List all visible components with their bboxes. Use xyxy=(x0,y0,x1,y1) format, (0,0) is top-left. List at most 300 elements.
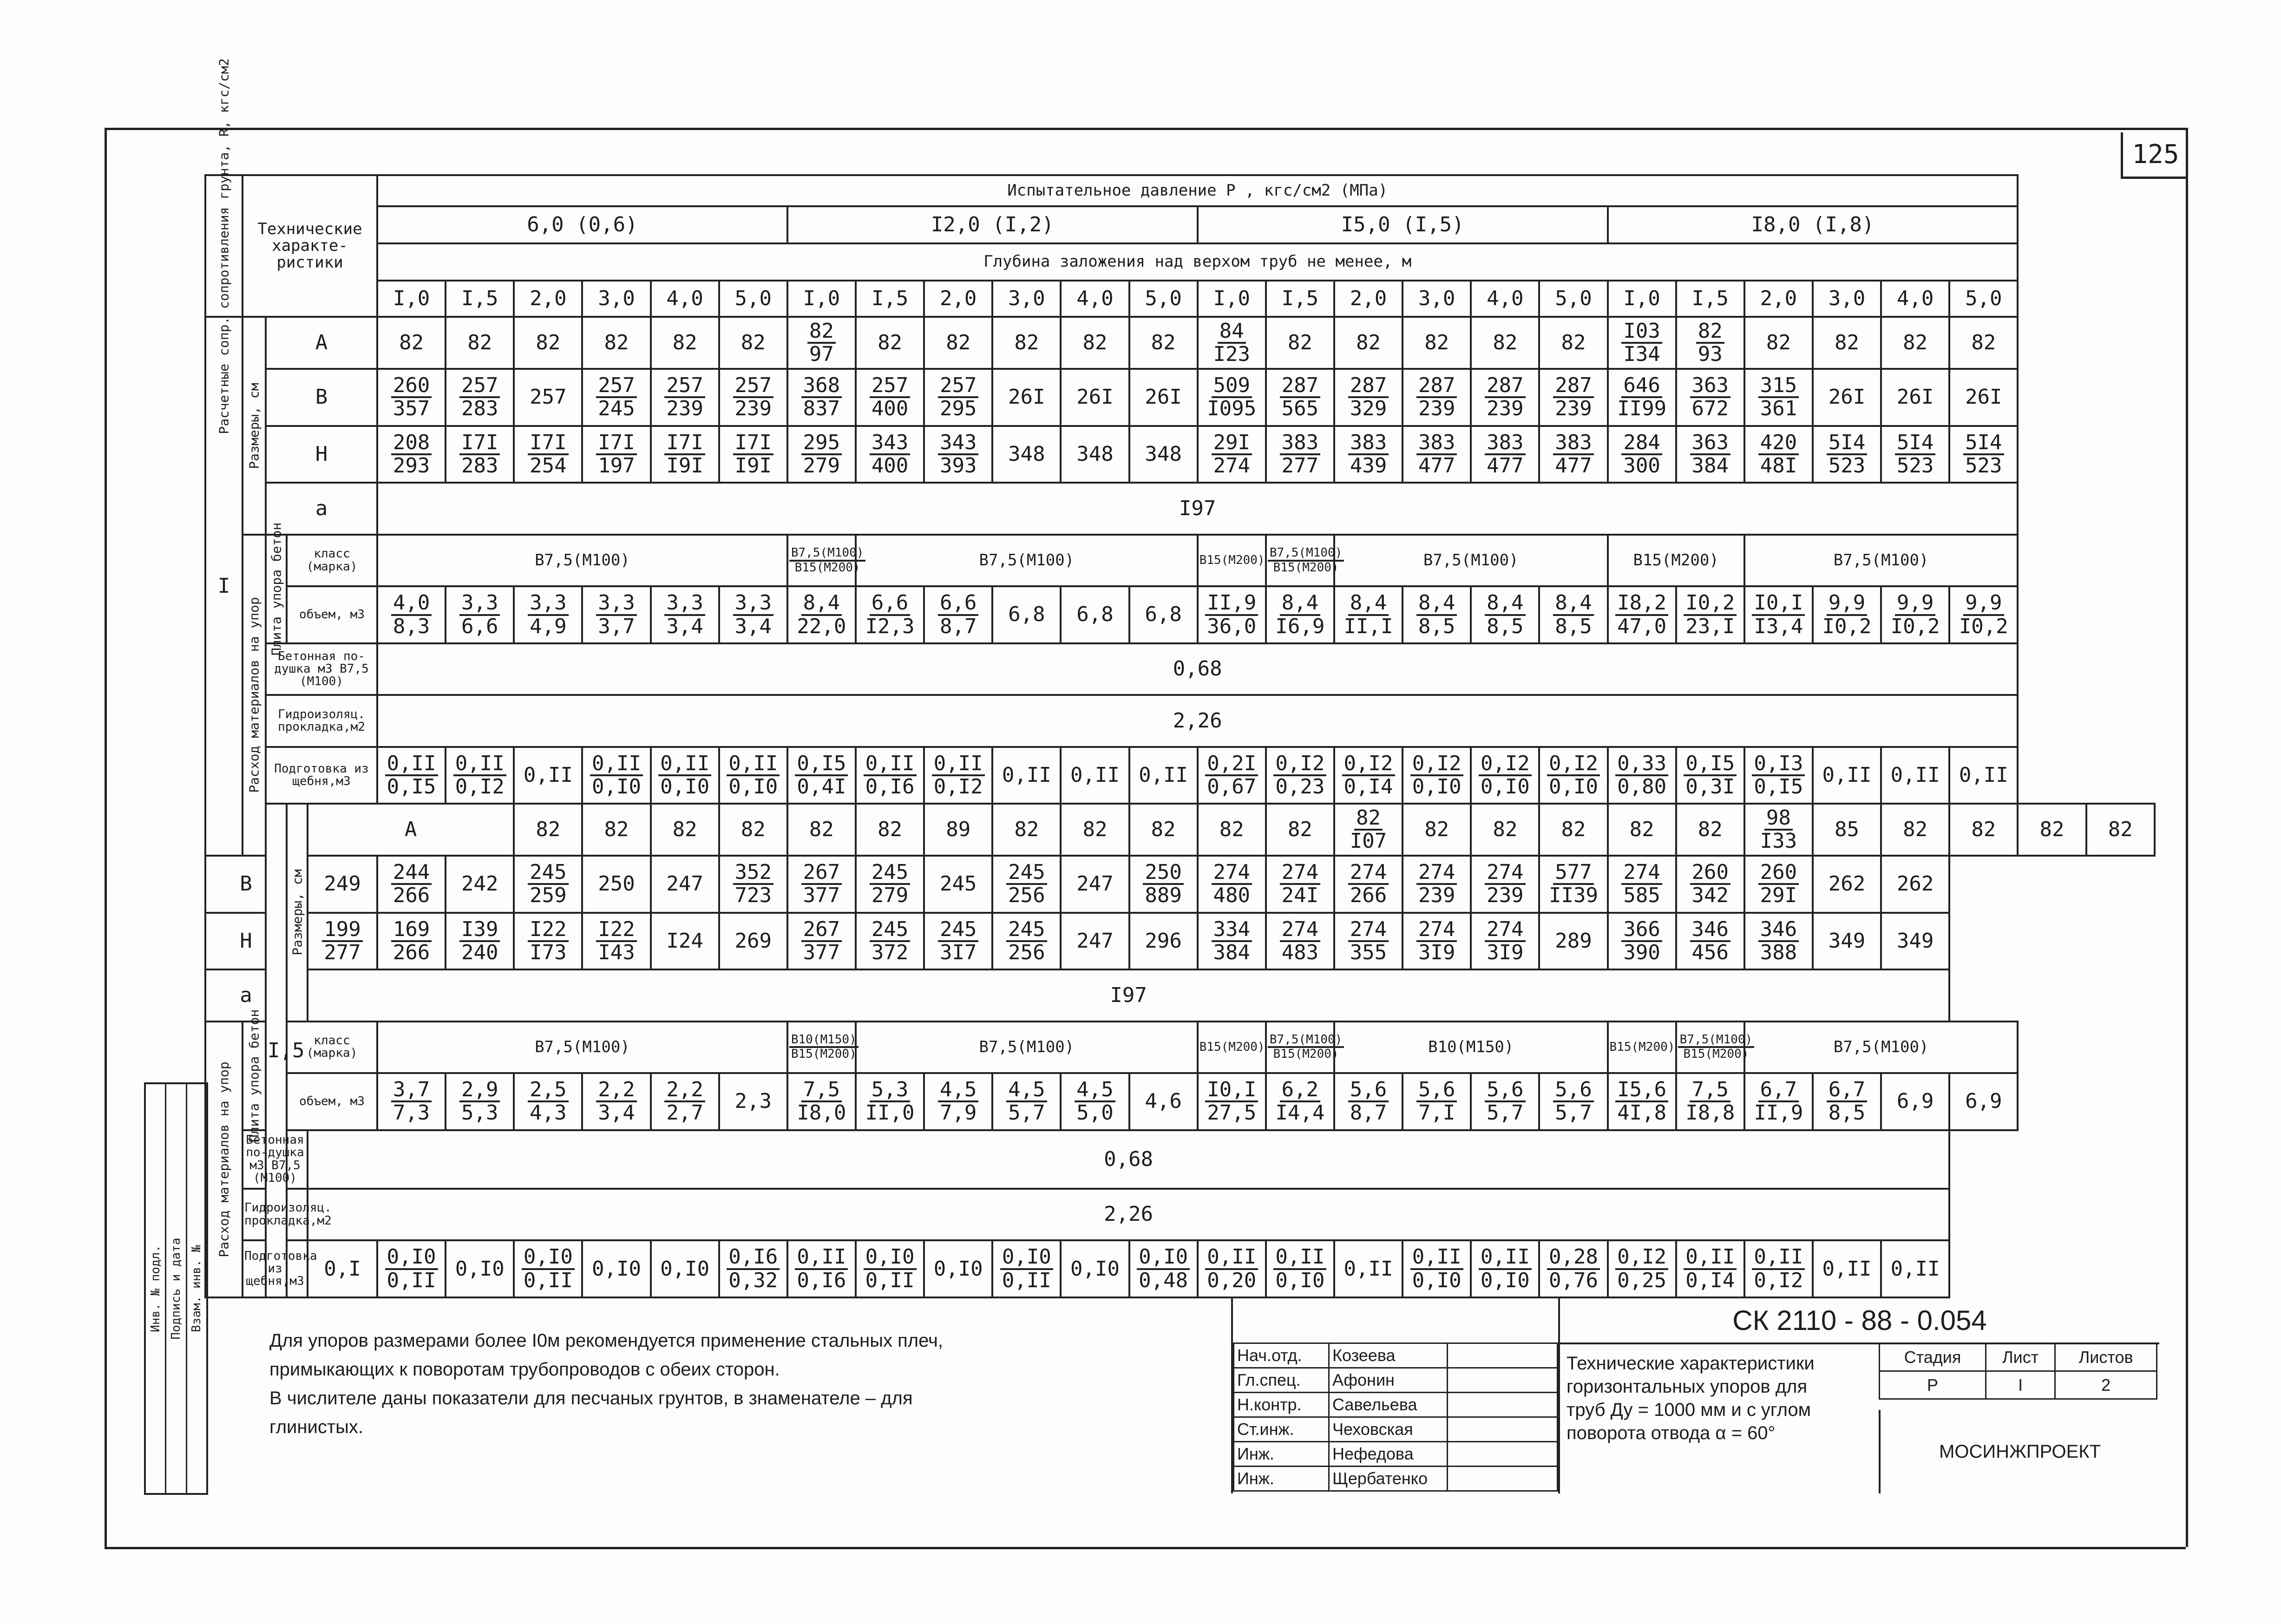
denominator: 0,I2 xyxy=(1754,1268,1803,1292)
cell-volume xyxy=(1539,1073,1607,1130)
cell-gravel xyxy=(719,1240,787,1297)
denominator: 0,20 xyxy=(1207,1268,1257,1292)
fraction xyxy=(1615,1079,1668,1124)
fraction xyxy=(1342,753,1395,798)
numerator: 274 xyxy=(1280,862,1320,885)
denominator: 97 xyxy=(809,342,834,367)
fraction xyxy=(1006,1079,1047,1124)
denominator: 355 xyxy=(1350,940,1387,964)
denominator: 4,3 xyxy=(530,1101,567,1125)
depth-value: 2,0 xyxy=(514,281,582,317)
fraction xyxy=(1205,375,1258,419)
concrete-class: B15(M200) xyxy=(1608,1022,1676,1073)
numerator: 295 xyxy=(801,432,842,455)
denominator: I3,4 xyxy=(1754,614,1803,638)
depth-value: I,0 xyxy=(377,281,446,317)
fraction xyxy=(1280,862,1320,906)
numerator: 4,5 xyxy=(1006,1079,1047,1102)
depth-value: I,5 xyxy=(1676,281,1744,317)
cell-a: 82 xyxy=(1949,317,2018,369)
cell-volume xyxy=(1608,586,1676,643)
fraction xyxy=(1205,592,1258,637)
soil-resistance-value: I,5 xyxy=(266,804,287,1297)
fraction xyxy=(870,862,910,906)
numerator: 0,33 xyxy=(1615,753,1668,776)
frame-right xyxy=(2186,128,2188,1547)
cell-volume xyxy=(1061,1073,1129,1130)
cell-volume xyxy=(856,586,924,643)
fraction xyxy=(1416,432,1457,477)
materials-label: Расход материалов на упор xyxy=(205,1022,243,1297)
denominator: 0,II xyxy=(865,1268,915,1292)
cell-gravel xyxy=(377,1240,446,1297)
denominator: I34 xyxy=(1623,342,1660,367)
denominator: 5,3 xyxy=(461,1101,498,1125)
numerator: 0,I0 xyxy=(385,1246,438,1270)
numerator: 0,II xyxy=(1273,1246,1326,1270)
numerator: 257 xyxy=(596,375,636,398)
denominator: 393 xyxy=(939,454,977,478)
cell-h xyxy=(1949,426,2018,483)
fraction xyxy=(1615,592,1668,637)
depth-value: I,5 xyxy=(446,281,514,317)
cell-b: 26I xyxy=(1881,369,1949,426)
fraction xyxy=(528,1079,568,1124)
numerator: 5,6 xyxy=(1416,1079,1457,1102)
cell-h xyxy=(1266,913,1334,970)
numerator: 6,2 xyxy=(1280,1079,1320,1102)
fraction xyxy=(801,432,842,477)
cell-gravel xyxy=(651,747,719,804)
numerator: 0,II xyxy=(1752,1246,1805,1270)
denominator: 197 xyxy=(598,454,635,478)
cell-h xyxy=(992,913,1061,970)
numerator: 352 xyxy=(733,862,773,885)
fraction xyxy=(801,862,842,906)
numerator: I5,6 xyxy=(1615,1079,1668,1102)
numerator: 334 xyxy=(1212,919,1252,942)
cell-b xyxy=(1608,369,1676,426)
fraction xyxy=(795,592,848,637)
cell-h xyxy=(1334,426,1403,483)
fraction xyxy=(1690,919,1730,963)
depth-value: I,5 xyxy=(1266,281,1334,317)
fraction xyxy=(528,592,568,637)
cell-a: 82 xyxy=(514,317,582,369)
footer-area xyxy=(204,1298,2156,1493)
denominator: I8,8 xyxy=(1685,1101,1735,1125)
numerator: 0,I5 xyxy=(1684,753,1737,776)
cell-a: 82 xyxy=(1129,317,1198,369)
denominator: 0,80 xyxy=(1617,774,1667,799)
denominator: 0,3I xyxy=(1685,774,1735,799)
cell-volume xyxy=(446,1073,514,1130)
cell-a: 82 xyxy=(2018,804,2086,856)
fraction xyxy=(1410,753,1463,798)
cell-b: 249 xyxy=(308,856,377,913)
cell-gravel xyxy=(514,1240,582,1297)
cell-volume xyxy=(924,586,992,643)
fraction xyxy=(1348,919,1389,963)
depth-value: 3,0 xyxy=(992,281,1061,317)
fraction xyxy=(870,919,910,963)
concrete-pad-label: Бетонная по-душка м3 В7,5 (М100) xyxy=(243,1130,308,1189)
fraction xyxy=(1212,862,1252,906)
fraction xyxy=(1684,592,1737,637)
numerator: 260 xyxy=(1758,862,1799,885)
cell-volume xyxy=(446,586,514,643)
cell-gravel: 0,II xyxy=(1881,747,1949,804)
cell-a: 82 xyxy=(1198,804,1266,856)
numerator: 199 xyxy=(322,919,362,942)
denominator: 0,I0 xyxy=(1480,1268,1530,1292)
cell-gravel xyxy=(1266,1240,1334,1297)
denominator: I9I xyxy=(666,454,703,478)
numerator: 257 xyxy=(664,375,705,398)
numerator: 0,II xyxy=(727,753,780,776)
concrete-class xyxy=(787,535,864,586)
numerator: 420 xyxy=(1758,432,1799,455)
denominator: I2,3 xyxy=(865,614,915,638)
volume-label: объем, м3 xyxy=(287,1073,377,1130)
cell-h xyxy=(651,426,719,483)
denominator: B15(M200) xyxy=(1683,1047,1749,1061)
denominator: 0,II xyxy=(387,1268,436,1292)
denominator: 456 xyxy=(1691,940,1729,964)
inv-cell: Подпись и дата xyxy=(166,1084,187,1493)
denominator: 0,I0 xyxy=(1412,1268,1462,1292)
numerator: 383 xyxy=(1553,432,1593,455)
cell-b xyxy=(1676,856,1744,913)
fraction xyxy=(864,1079,917,1124)
fraction xyxy=(1615,753,1668,798)
fraction xyxy=(727,1246,780,1291)
numerator: 245 xyxy=(870,862,910,885)
denominator: 0,23 xyxy=(1275,774,1325,799)
numerator: 0,I3 xyxy=(1752,753,1805,776)
cell-h: 349 xyxy=(1881,913,1949,970)
denominator: 5,7 xyxy=(1555,1101,1592,1125)
denominator: 0,I0 xyxy=(660,774,710,799)
numerator: 0,I0 xyxy=(864,1246,917,1270)
soil-resistance-header: Расчетные сопр. сопротивления грунта, R, кгс/см2 xyxy=(205,175,243,317)
cell-h xyxy=(856,426,924,483)
cell-h: I24 xyxy=(651,913,719,970)
numerator: 274 xyxy=(1212,862,1252,885)
cell-gravel: 0,I0 xyxy=(1061,1240,1129,1297)
numerator: 363 xyxy=(1690,375,1730,398)
concrete-class: B7,5(M100) xyxy=(1334,535,1608,586)
depth-value: I,0 xyxy=(1198,281,1266,317)
cell-a: 82 xyxy=(1881,804,1949,856)
denominator: II,0 xyxy=(865,1101,915,1125)
numerator: 7,5 xyxy=(1690,1079,1730,1102)
numerator: 4,5 xyxy=(938,1079,978,1102)
denominator: 0,48 xyxy=(1139,1268,1188,1292)
denominator: 8,5 xyxy=(1418,614,1455,638)
cell-b: 247 xyxy=(651,856,719,913)
fraction xyxy=(1280,375,1320,419)
denominator: 477 xyxy=(1555,454,1592,478)
fraction xyxy=(1143,862,1183,906)
cell-a xyxy=(1744,804,1813,856)
numerator: 8,4 xyxy=(1348,592,1389,616)
cell-a: 82 xyxy=(1061,804,1129,856)
cell-gravel: 0,II xyxy=(1813,747,1881,804)
cell-gravel: 0,II xyxy=(1129,747,1198,804)
fraction xyxy=(1348,1079,1389,1124)
numerator: I7I xyxy=(459,432,500,455)
numerator: 0,I5 xyxy=(795,753,848,776)
concrete-pad-value: 0,68 xyxy=(377,643,2018,695)
denominator: 0,32 xyxy=(728,1268,778,1292)
numerator: 6,6 xyxy=(870,592,910,616)
fraction xyxy=(1752,1079,1805,1124)
pressure-value: I8,0 (I,8) xyxy=(1608,206,2018,243)
cell-b xyxy=(856,856,924,913)
fraction xyxy=(864,1246,917,1291)
denominator: 48I xyxy=(1760,454,1797,478)
fraction xyxy=(733,862,773,906)
cell-gravel: 0,I0 xyxy=(924,1240,992,1297)
cell-volume xyxy=(1266,1073,1334,1130)
cell-a: 82 xyxy=(1881,317,1949,369)
fraction xyxy=(1348,862,1389,906)
materials-label: Расход материалов на упор xyxy=(243,535,266,856)
cell-volume xyxy=(1813,586,1881,643)
denominator: 283 xyxy=(461,454,498,478)
cell-gravel xyxy=(856,747,924,804)
denominator: 384 xyxy=(1213,940,1250,964)
cell-alpha: I97 xyxy=(377,483,2018,534)
fraction xyxy=(1621,432,1662,477)
denominator: I73 xyxy=(530,940,567,964)
fraction xyxy=(1348,432,1389,477)
cell-gravel xyxy=(992,1240,1061,1297)
denominator: 480 xyxy=(1213,884,1250,908)
numerator: 0,II xyxy=(590,753,643,776)
numerator: I8,2 xyxy=(1615,592,1668,616)
numerator: 287 xyxy=(1416,375,1457,398)
fraction xyxy=(664,432,705,477)
denominator: I9I xyxy=(734,454,772,478)
row-label-a: A xyxy=(266,317,377,369)
cell-volume xyxy=(514,1073,582,1130)
cell-b xyxy=(582,369,650,426)
numerator: 2,5 xyxy=(528,1079,568,1102)
cell-b xyxy=(377,856,446,913)
cell-h: 247 xyxy=(1061,913,1129,970)
numerator: 257 xyxy=(870,375,910,398)
gravel-label: Подготовка из щебня,м3 xyxy=(266,747,377,804)
concrete-class: B7,5(M100) xyxy=(1744,1022,2018,1073)
plate-label: Плита упора бетон xyxy=(243,1022,266,1130)
fraction xyxy=(795,1079,848,1124)
numerator: 245 xyxy=(938,919,978,942)
fraction xyxy=(1821,592,1874,637)
numerator: 646 xyxy=(1621,375,1662,398)
numerator: 274 xyxy=(1348,919,1389,942)
cell-a: 82 xyxy=(377,317,446,369)
numerator: 3,3 xyxy=(733,592,773,616)
denominator: 523 xyxy=(1896,454,1934,478)
denominator: 0,I6 xyxy=(865,774,915,799)
cell-gravel xyxy=(1403,747,1471,804)
denominator: 239 xyxy=(734,397,772,421)
denominator: 277 xyxy=(324,940,361,964)
denominator: I0,2 xyxy=(1959,614,2008,638)
denominator: I0,2 xyxy=(1890,614,1940,638)
denominator: 342 xyxy=(1691,884,1729,908)
fraction xyxy=(1553,592,1593,637)
fraction xyxy=(1485,432,1525,477)
signer-name: Савельева xyxy=(1329,1393,1448,1417)
fraction xyxy=(1621,919,1662,963)
cell-gravel xyxy=(1608,1240,1676,1297)
signer-role: Ст.инж. xyxy=(1234,1417,1329,1442)
cell-gravel xyxy=(856,1240,924,1297)
sheet-number: 125 xyxy=(2121,132,2188,179)
denominator: 372 xyxy=(871,940,909,964)
denominator: 723 xyxy=(734,884,772,908)
denominator: 36,0 xyxy=(1207,614,1257,638)
fraction xyxy=(1273,1079,1326,1124)
numerator: 0,I2 xyxy=(1342,753,1395,776)
numerator: 0,I2 xyxy=(1547,753,1600,776)
cell-volume: 6,9 xyxy=(1949,1073,2018,1130)
numerator: 0,II xyxy=(1410,1246,1463,1270)
denominator: 672 xyxy=(1691,397,1729,421)
denominator: 0,I6 xyxy=(797,1268,846,1292)
cell-h: 296 xyxy=(1129,913,1198,970)
numerator: 274 xyxy=(1280,919,1320,942)
fraction xyxy=(1690,862,1730,906)
fraction xyxy=(1895,432,1935,477)
cell-volume xyxy=(719,586,787,643)
cell-b xyxy=(1471,856,1539,913)
numerator: 5I4 xyxy=(1895,432,1935,455)
fraction xyxy=(1416,1079,1457,1124)
numerator: 245 xyxy=(870,919,910,942)
concrete-class: B7,5(M100) xyxy=(377,1022,787,1073)
denominator: 384 xyxy=(1691,454,1729,478)
row-label-alpha: a xyxy=(266,483,377,534)
cell-a: 82 xyxy=(1539,804,1607,856)
fraction xyxy=(870,375,910,419)
fraction xyxy=(795,1246,848,1291)
concrete-class: B15(M200) xyxy=(1608,535,1744,586)
cell-gravel: 0,II xyxy=(1881,1240,1949,1297)
cell-volume xyxy=(1403,1073,1471,1130)
denominator: 8,5 xyxy=(1828,1101,1866,1125)
numerator: 3,3 xyxy=(528,592,568,616)
cell-b xyxy=(1198,856,1266,913)
concrete-class xyxy=(1266,535,1343,586)
denominator: 7,3 xyxy=(393,1101,430,1125)
numerator: 8,4 xyxy=(1553,592,1593,616)
fraction xyxy=(1205,753,1258,798)
cell-volume: 6,8 xyxy=(1061,586,1129,643)
fraction xyxy=(1268,547,1344,574)
numerator: 245 xyxy=(1006,862,1047,885)
cell-h xyxy=(719,426,787,483)
denominator: 0,I2 xyxy=(455,774,505,799)
numerator: 383 xyxy=(1280,432,1320,455)
fraction xyxy=(1273,753,1326,798)
depth-value: 3,0 xyxy=(1813,281,1881,317)
denominator: 3,7 xyxy=(598,614,635,638)
cell-a: 82 xyxy=(719,804,787,856)
denominator: 377 xyxy=(803,940,840,964)
denominator: 283 xyxy=(461,397,498,421)
numerator: I22 xyxy=(528,919,568,942)
numerator: 0,I2 xyxy=(1479,753,1532,776)
cell-a: 82 xyxy=(1061,317,1129,369)
cell-volume xyxy=(1608,1073,1676,1130)
denominator: 357 xyxy=(393,397,430,421)
fraction xyxy=(1758,919,1799,963)
numerator: 5,6 xyxy=(1348,1079,1389,1102)
waterproofing-value: 2,26 xyxy=(377,695,2018,747)
denominator: 8,3 xyxy=(393,614,430,638)
cell-h: 269 xyxy=(719,913,787,970)
fraction xyxy=(1137,1246,1190,1291)
cell-h xyxy=(1608,426,1676,483)
cell-volume xyxy=(1744,586,1813,643)
fraction xyxy=(528,432,568,477)
numerator: 6,7 xyxy=(1827,1079,1867,1102)
numerator: 29I xyxy=(1212,432,1252,455)
depth-title: Глубина заложения над верхом труб не менее, м xyxy=(377,243,2018,281)
numerator: 9,9 xyxy=(1827,592,1867,616)
cell-h: 348 xyxy=(1061,426,1129,483)
denominator: 523 xyxy=(1965,454,2002,478)
fraction xyxy=(664,1079,705,1124)
cell-b xyxy=(1266,369,1334,426)
fraction xyxy=(1957,592,2010,637)
denominator: 256 xyxy=(1008,940,1045,964)
denominator: B15(M200) xyxy=(791,1047,857,1061)
denominator: 400 xyxy=(871,397,909,421)
stage-table: Стадия Лист Листов Р I 2 xyxy=(1879,1342,2157,1400)
numerator: 257 xyxy=(733,375,773,398)
numerator: 0,I2 xyxy=(1273,753,1326,776)
numerator: 267 xyxy=(801,919,842,942)
numerator: 383 xyxy=(1485,432,1525,455)
cell-a: 82 xyxy=(1539,317,1607,369)
cell-b xyxy=(1744,369,1813,426)
cell-volume: 6,8 xyxy=(1129,586,1198,643)
cell-gravel xyxy=(1471,1240,1539,1297)
numerator: B7,5(M100) xyxy=(789,547,866,561)
cell-a xyxy=(1608,317,1676,369)
denominator: II,9 xyxy=(1754,1101,1803,1125)
depth-value: 4,0 xyxy=(1061,281,1129,317)
denominator: 23,I xyxy=(1685,614,1735,638)
cell-h xyxy=(924,426,992,483)
cell-a: 82 xyxy=(2086,804,2155,856)
denominator: 5,7 xyxy=(1487,1101,1524,1125)
fraction xyxy=(1485,592,1525,637)
denominator: 22,0 xyxy=(797,614,846,638)
cell-gravel xyxy=(377,747,446,804)
fraction xyxy=(528,919,568,963)
cell-a: 82 xyxy=(446,317,514,369)
frame-bottom xyxy=(105,1547,2186,1549)
denominator: 8,7 xyxy=(939,614,977,638)
cell-gravel xyxy=(1744,747,1813,804)
denominator: 477 xyxy=(1487,454,1524,478)
